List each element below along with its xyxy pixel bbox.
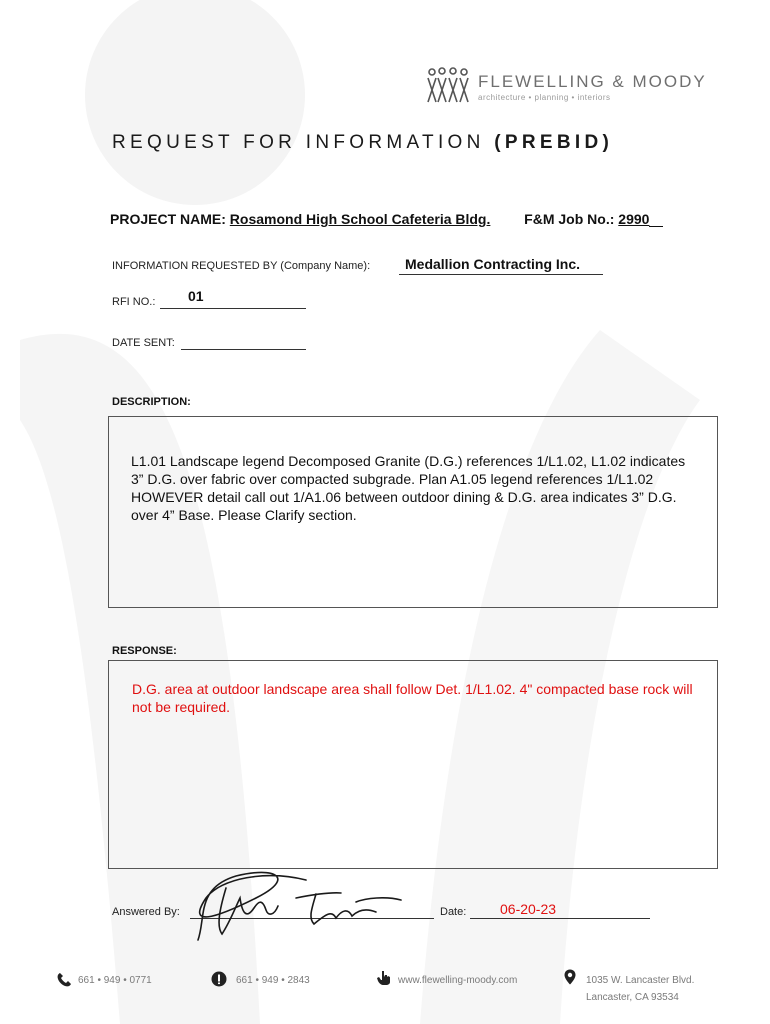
response-text: D.G. area at outdoor landscape area shall follow Det. 1/L1.02. 4" compacted base rock will not be required. xyxy=(132,681,693,715)
company-tagline: architecture • planning • interiors xyxy=(478,93,611,102)
description-box[interactable] xyxy=(108,416,718,608)
description-label: DESCRIPTION: xyxy=(112,396,191,408)
requested-by-label: INFORMATION REQUESTED BY (Company Name): xyxy=(112,260,371,272)
rfi-number-value[interactable]: 01 xyxy=(188,288,204,304)
response-box[interactable] xyxy=(108,660,718,869)
project-row xyxy=(110,211,663,227)
footer-website[interactable]: www.flewelling-moody.com xyxy=(398,975,518,986)
rfi-number-line xyxy=(160,308,306,309)
job-number-underline xyxy=(649,212,663,227)
title-suffix: (PREBID) xyxy=(494,132,614,153)
date-sent-line[interactable] xyxy=(181,349,306,350)
response-label: RESPONSE: xyxy=(112,645,177,657)
date-label: Date: xyxy=(440,906,467,918)
date-sent-label: DATE SENT: xyxy=(112,337,175,349)
footer-address-line2: Lancaster, CA 93534 xyxy=(586,992,679,1003)
footer-address-line1: 1035 W. Lancaster Blvd. xyxy=(586,975,695,986)
title-main: REQUEST FOR INFORMATION xyxy=(112,132,485,153)
footer-fax: 661 • 949 • 2843 xyxy=(236,975,310,986)
signature-image xyxy=(176,858,416,948)
rfi-number-label: RFI NO.: xyxy=(112,296,156,308)
pointer-hand-icon xyxy=(376,970,392,986)
fax-icon xyxy=(211,971,227,987)
footer-phone: 661 • 949 • 0771 xyxy=(78,975,152,986)
project-name-label: PROJECT NAME: xyxy=(110,211,226,227)
requested-by-line xyxy=(399,274,603,275)
company-name: FLEWELLING & MOODY xyxy=(478,72,707,91)
answer-date-value[interactable]: 06-20-23 xyxy=(500,901,557,917)
page-title xyxy=(112,132,613,154)
location-pin-icon xyxy=(562,969,578,985)
job-number-value: 2990 xyxy=(618,211,650,227)
company-logo-icon xyxy=(426,66,470,106)
phone-icon xyxy=(56,972,72,988)
date-line xyxy=(470,918,650,919)
requested-by-value[interactable]: Medallion Contracting Inc. xyxy=(405,256,581,272)
job-number-label: F&M Job No.: xyxy=(524,211,615,227)
answered-by-label: Answered By: xyxy=(112,906,180,918)
description-text: L1.01 Landscape legend Decomposed Granite (D.G.) references 1/L1.02, L1.02 indicates 3” D.G. over fabric over compacted subgrade. Plan A1.05 legend references 1/L1.02 HOWEVER detail call out 1/A1.06 between outdoor dining & D.G. area indicates 3” D.G. over 4” Base. Please Clarify section. xyxy=(131,453,686,523)
project-name-value: Rosamond High School Cafeteria Bldg. xyxy=(229,211,491,227)
